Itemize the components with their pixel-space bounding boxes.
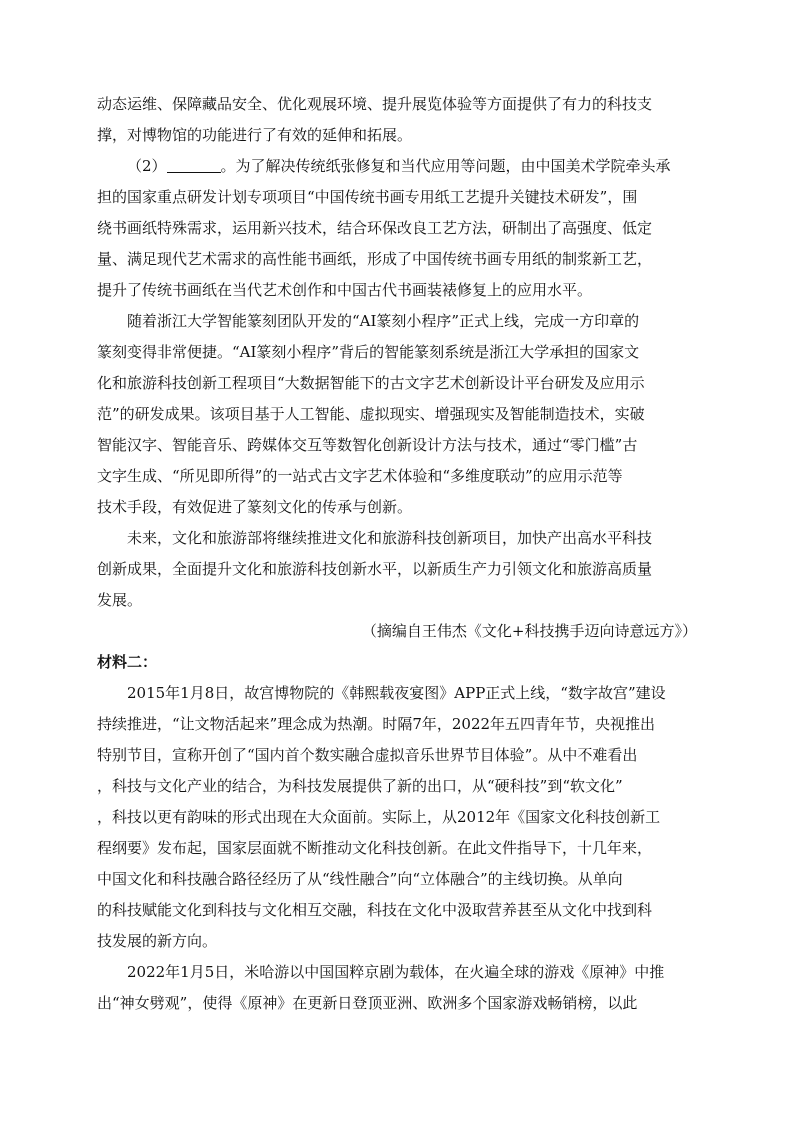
fill-in-blank: [167, 156, 221, 173]
text-line: 程纲要》发布起，国家层面就不断推动文化科技创新。在此文件指导下，十几年来，: [97, 839, 653, 857]
text-line: 中国文化和科技融合路径经历了从“线性融合”向“立体融合”的主线切换。从单向: [97, 870, 623, 888]
text-line: 文字生成、“所见即所得”的一站式古文字艺术体验和“多维度联动”的应用示范等: [97, 467, 623, 485]
text-line: 化和旅游科技创新工程项目“大数据智能下的古文字艺术创新设计平台研发及应用示: [97, 374, 645, 392]
text-line: 技发展的新方向。: [97, 932, 218, 950]
text-line: 发展。: [97, 591, 143, 609]
text-line: 动态运维、保障藏品安全、优化观展环境、提升展览体验等方面提供了有力的科技支: [97, 95, 653, 113]
question-text: 。为了解决传统纸张修复和当代应用等问题，由中国美术学院牵头承: [220, 157, 671, 175]
question-number: （2）: [127, 157, 167, 175]
text-line: 技术手段，有效促进了篆刻文化的传承与创新。: [97, 498, 413, 516]
text-line-question-2: [97, 151, 697, 182]
text-line: 持续推进，“让文物活起来”理念成为热潮。时隔7年，2022年五四青年节，央视推出: [97, 715, 656, 733]
text-line: 特别节目，宣称开创了“国内首个数实融合虚拟音乐世界节目体验”。从中不难看出: [97, 746, 638, 764]
text-line: 量、满足现代艺术需求的高性能书画纸，形成了中国传统书画专用纸的制浆新工艺，: [97, 250, 653, 268]
text-line: 2015年1月8日，故宫博物院的《韩熙载夜宴图》APP正式上线，“数字故宫”建设: [127, 684, 666, 702]
text-line: 撑，对博物馆的功能进行了有效的延伸和拓展。: [97, 126, 413, 144]
text-line: ，科技与文化产业的结合，为科技发展提供了新的出口，从“硬科技”到“软文化”: [97, 777, 623, 795]
document-page: [97, 89, 697, 1019]
text-line: 担的国家重点研发计划专项项目“中国传统书画专用纸工艺提升关键技术研发”，围: [97, 188, 638, 206]
text-line: 智能汉字、智能音乐、跨媒体交互等数智化创新设计方法与技术，通过“零门槛”古: [97, 436, 638, 454]
text-line: 出“神女劈观”，使得《原神》在更新日登顶亚洲、欧洲多个国家游戏畅销榜，以此: [97, 994, 638, 1012]
text-line: 未来，文化和旅游部将继续推进文化和旅游科技创新项目，加快产出高水平科技: [127, 529, 653, 547]
text-line: 提升了传统书画纸在当代艺术创作和中国古代书画装裱修复上的应用水平。: [97, 281, 593, 299]
text-line: 创新成果，全面提升文化和旅游科技创新水平，以新质生产力引领文化和旅游高质量: [97, 560, 653, 578]
text-line: 的科技赋能文化到科技与文化相互交融，科技在文化中汲取营养甚至从文化中找到科: [97, 901, 653, 919]
source-citation: （摘编自王伟杰《文化+科技携手迈向诗意远方》）: [361, 622, 697, 640]
text-line: 随着浙江大学智能篆刻团队开发的“AI篆刻小程序”正式上线，完成一方印章的: [127, 312, 640, 330]
section-heading: 材料二：: [97, 653, 158, 671]
text-line: 2022年1月5日，米哈游以中国国粹京剧为载体，在火遍全球的游戏《原神》中推: [127, 963, 665, 981]
text-line: 绕书画纸特殊需求，运用新兴技术，结合环保改良工艺方法，研制出了高强度、低定: [97, 219, 653, 237]
text-line: 范”的研发成果。该项目基于人工智能、虚拟现实、增强现实及智能制造技术，实破: [97, 405, 645, 423]
text-line: ，科技以更有韵味的形式出现在大众面前。实际上，从2012年《国家文化科技创新工: [97, 808, 661, 826]
text-line: 篆刻变得非常便捷。“AI篆刻小程序”背后的智能篆刻系统是浙江大学承担的国家文: [97, 343, 640, 361]
